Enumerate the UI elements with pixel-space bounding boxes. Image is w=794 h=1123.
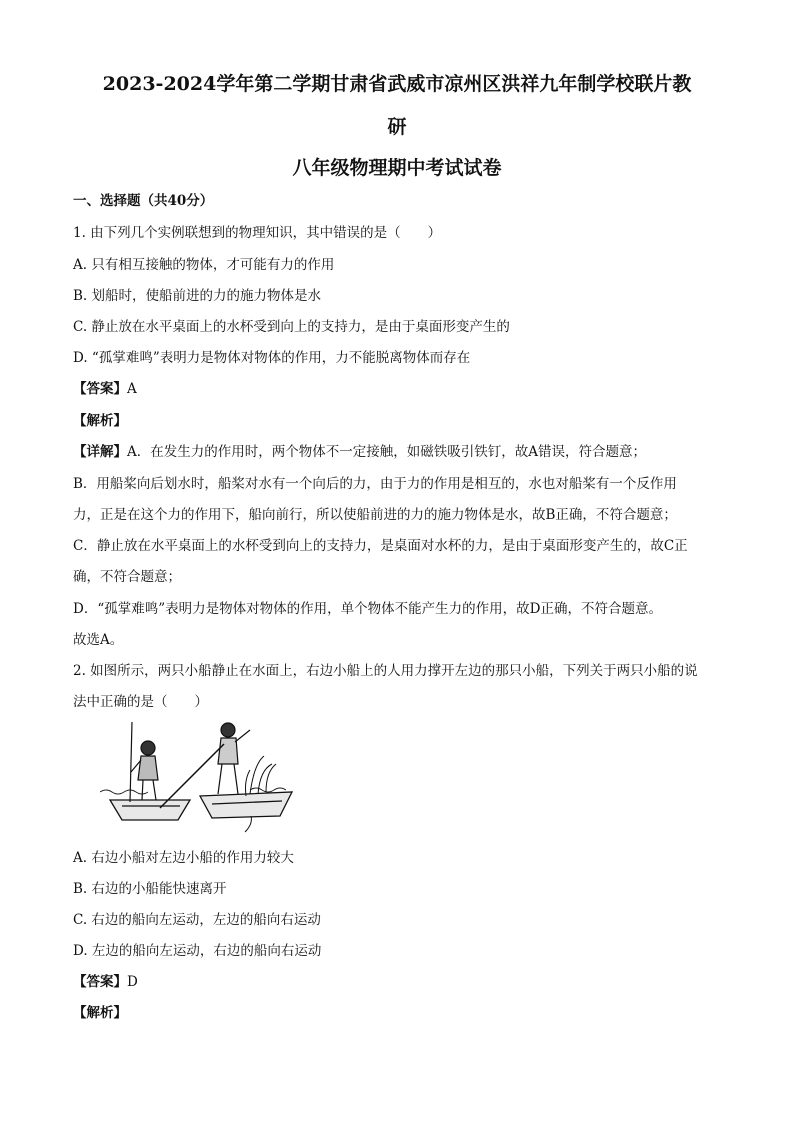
- answer-value: D: [127, 974, 138, 990]
- q1-analysis-tag: 【解析】: [73, 413, 127, 429]
- q2-stem-1: 2. 如图所示，两只小船静止在水面上，右边小船上的人用力撑开左边的那只小船，下列关于两只小船的说: [73, 663, 698, 679]
- q2-stem-2: 法中正确的是（ ）: [73, 694, 208, 710]
- two-boats-figure: [100, 722, 300, 840]
- q1-option-b: B. 划船时，使船前进的力的施力物体是水: [73, 288, 322, 304]
- section-heading: 一、选择题（共40分）: [73, 193, 214, 209]
- q1-detail-b-2: 力，正是在这个力的作用下，船向前行，所以使船前进的力的施力物体是水，故B正确，不符合题意；: [73, 507, 677, 523]
- q1-detail-c-1: C．静止放在水平桌面上的水杯受到向上的支持力，是桌面对水杯的力，是由于桌面形变产生的，故C正: [73, 538, 688, 554]
- title-line-2: 研: [387, 116, 407, 138]
- q1-detail-a: [73, 443, 646, 461]
- q2-analysis-tag: 【解析】: [73, 1005, 127, 1021]
- detail-a-text: A．在发生力的作用时，两个物体不一定接触，如磁铁吸引铁钉，故A错误，符合题意；: [127, 444, 646, 460]
- q1-detail-d: D．“孤掌难鸣”表明力是物体对物体的作用，单个物体不能产生力的作用，故D正确，不符合题意。: [73, 601, 662, 617]
- q1-detail-b-1: B．用船桨向后划水时，船桨对水有一个向后的力，由于力的作用是相互的，水也对船桨有一个反作用: [73, 476, 677, 492]
- q1-stem: 1. 由下列几个实例联想到的物理知识，其中错误的是（ ）: [73, 225, 442, 241]
- q2-option-b: B. 右边的小船能快速离开: [73, 881, 227, 897]
- q2-option-c: C. 右边的船向左运动，左边的船向右运动: [73, 912, 321, 928]
- q1-detail-c-2: 确，不符合题意；: [73, 569, 181, 585]
- q1-answer: [73, 380, 137, 398]
- q1-option-a: A. 只有相互接触的物体，才可能有力的作用: [73, 257, 335, 273]
- title-line-1: 2023-2024学年第二学期甘肃省武威市凉州区洪祥九年制学校联片教: [102, 73, 692, 95]
- q1-option-c: C. 静止放在水平桌面上的水杯受到向上的支持力，是由于桌面形变产生的: [73, 319, 510, 335]
- q2-answer: [73, 973, 138, 991]
- left-boat: [110, 800, 190, 820]
- title-line-3: 八年级物理期中考试试卷: [292, 157, 502, 179]
- q2-option-d: D. 左边的船向左运动，右边的船向右运动: [73, 943, 322, 959]
- answer-tag: 【答案】: [73, 974, 127, 990]
- q1-option-d: D. “孤掌难鸣”表明力是物体对物体的作用，力不能脱离物体而存在: [73, 350, 471, 366]
- q1-conclusion: 故选A。: [73, 632, 124, 648]
- answer-value: A: [127, 381, 137, 397]
- detail-tag: 【详解】: [73, 444, 127, 460]
- left-child: [130, 722, 158, 802]
- q2-option-a: A. 右边小船对左边小船的作用力较大: [73, 850, 294, 866]
- answer-tag: 【答案】: [73, 381, 127, 397]
